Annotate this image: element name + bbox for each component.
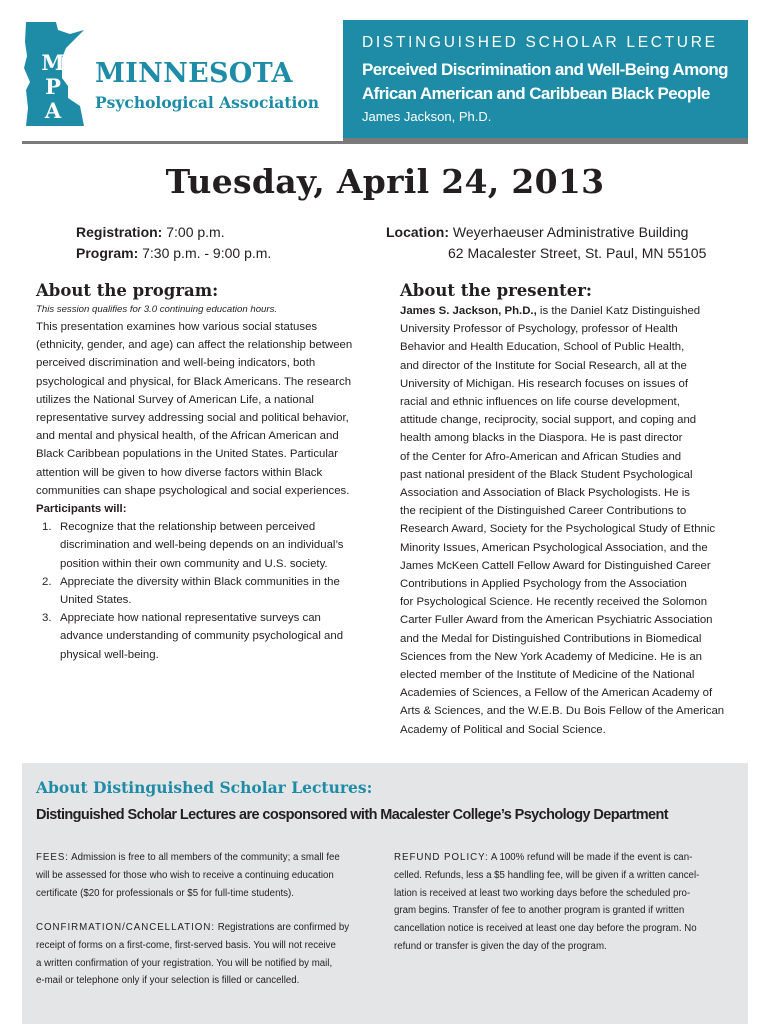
fees-policy [36,849,396,902]
presenter-first-line [400,302,748,320]
presenter-text-line: the recipient of the Distinguished Career Contributions to [400,505,687,518]
banner-kicker: DISTINGUISHED SCHOLAR LECTURE [362,34,718,51]
fees-text-line: will be assessed for those who wish to receive a continuing education [36,869,334,881]
program-time: 7:30 p.m. - 9:00 p.m. [142,245,272,261]
presenter-text-line: Academy of Political and Social Science. [400,723,606,736]
refund-policy [394,849,746,956]
presenter-text-line: University of Michigan. His research focuses on issues of [400,377,689,390]
logo-letter-m: M [41,50,65,75]
objective-text-line: position within their own community and U.S. society. [60,557,328,570]
location [386,222,706,264]
presenter-text-line: University Professor of Psychology, professor of Health [400,323,678,336]
program-section [36,302,381,664]
presenter-text-line: Arts & Sciences, and the W.E.B. Du Bois Fellow of the American [400,705,725,718]
objective-item [36,609,381,664]
registration-label: Registration: [76,224,163,240]
presenter-text-line: for Psychological Science. He recently received the Solomon [400,596,708,609]
program-text-line: representative survey addressing social and political behavior, [36,412,349,425]
objective-text-line: United States. [60,594,132,607]
presenter-text-line: racial and ethnic influences on life course development, [400,396,680,409]
fees-text-line: certificate ($20 for professionals or $5 for full-time students). [36,887,294,899]
lecture-title-line: African American and Caribbean Black People [362,84,710,103]
presenter-text-line: Contributions in Applied Psychology from the Association [400,578,687,591]
lecture-title-line: Perceived Discrimination and Well-Being Among [362,60,728,79]
organization-subtitle: Psychological Association [95,93,319,112]
registration-time: 7:00 p.m. [166,224,225,240]
objective-text-line: discrimination and well-being depends on an individual’s [60,539,344,552]
objective-text-line: Appreciate the diversity within Black communities in the [60,575,340,588]
mpa-logo [22,20,342,130]
participants-label: Participants will: [36,503,127,516]
location-label: Location: [386,224,449,240]
organization-name: MINNESOTA [95,58,293,89]
confirmation-policy [36,919,396,990]
schedule [76,222,271,264]
presenter-name: James S. Jackson, Ph.D., [400,305,537,317]
program-text-line: perceived discrimination and well-being indicators, both [36,357,316,370]
presenter-text-line: attitude change, reciprocity, social support, and coping and [400,414,697,427]
objective-item [36,573,381,609]
lectures-info-panel [22,763,748,1024]
fees-text [36,852,396,902]
location-address: 62 Macalester Street, St. Paul, MN 55105 [448,245,707,261]
refund-text-line: gram begins. Transfer of fee to another program is granted if written [394,905,685,917]
refund-text-line: A 100% refund will be made if the event is can- [488,852,693,863]
program-text-line: utilizes the National Survey of American Life, a national [36,393,314,406]
presenter-text-line: Academies of Sciences, a Fellow of the American Academy of [400,687,713,700]
header-rule [22,141,343,144]
presenter-text-line: elected member of the Institute of Medicine of the National [400,669,695,682]
refund-label: REFUND POLICY: [394,852,489,863]
refund-text-line: lation is received at least two working days before the scheduled pro- [394,887,691,899]
refund-text-line: celled. Refunds, less a $5 handling fee, will be given if a written cancel- [394,869,700,881]
presenter-text-line: and director of the Institute for Social Research, all at the [400,359,687,372]
presenter-text-line: Research Award, Society for the Psychological Study of Ethnic [400,523,716,536]
lectures-subheading: Distinguished Scholar Lectures are cosponsored with Macalester College’s Psychology Department [36,807,669,823]
presenter-text-line: Behavior and Health Education, School of Public Health, [400,341,685,354]
presenter-text-line: past national president of the Black Student Psychological [400,468,693,481]
confirmation-text-line: Registrations are confirmed by [215,922,350,933]
presenter-text-line: James McKeen Cattell Fellow Award for Distinguished Career [400,559,711,572]
objective-number: 3. [42,612,52,625]
program-text-line: and mental and physical health, of the African American and [36,430,339,443]
lectures-heading: About Distinguished Scholar Lectures: [36,778,373,797]
presenter-text-line: Carter Fuller Award from the American Psychiatric Association [400,614,713,627]
program-text-line: This presentation examines how various social statuses [36,321,318,333]
logo-letter-p: P [45,74,61,99]
ce-hours-note: This session qualifies for 3.0 continuing education hours. [36,304,278,315]
event-date: Tuesday, April 24, 2013 [165,162,605,201]
presenter-bio [400,320,748,739]
objective-text-line: advance understanding of community psychological and [60,630,344,643]
location-building: Weyerhaeuser Administrative Building [452,224,689,240]
program-text-line: attention will be given to how diverse factors within Black [36,466,323,479]
confirmation-text-line: e-mail or telephone only if your selection is filled or cancelled. [36,975,300,987]
banner-shadow [343,138,748,144]
presenter-text-line: of the Center for Afro-American and African Studies and [400,450,682,463]
program-text-line: Black Caribbean populations in the United States. Particular [36,448,339,461]
program-heading: About the program: [36,281,219,300]
presenter-heading: About the presenter: [400,281,592,300]
presenter-text-line: and the Medal for Distinguished Contributions in Biomedical [400,632,702,645]
objective-number: 1. [42,521,52,534]
lecture-banner [343,20,748,138]
presenter-text-line: Association and Association of Black Psychologists. He is [400,487,690,500]
refund-text-line: cancellation notice is received at least one day before the program. No [394,923,697,935]
objective-text-line: Recognize that the relationship between perceived [60,521,316,534]
fees-text-line: Admission is free to all members of the community; a small fee [69,852,340,863]
refund-text [394,852,746,956]
fees-label: FEES: [36,852,69,863]
program-text-line: psychological and physical, for Black Americans. The research [36,375,352,388]
logo-letter-a: A [44,98,62,123]
lecture-title [362,58,747,106]
objective-text-line: Appreciate how national representative surveys can [60,612,321,625]
program-label: Program: [76,245,139,261]
confirmation-text-line: receipt of forms on a first-come, first-served basis. You will not receive [36,939,336,951]
objective-text-line: physical well-being. [60,648,159,661]
presenter-first-line-rest: is the Daniel Katz Distinguished [536,305,701,317]
confirmation-text-line: a written confirmation of your registration. You will be notified by mail, [36,957,333,969]
banner-speaker: James Jackson, Ph.D. [362,109,492,124]
program-description [36,318,381,500]
objective-number: 2. [42,575,52,588]
program-text-line: communities can shape psychological and social experiences. [36,484,350,497]
presenter-text-line: Minority Issues, American Psychological Association, and the [400,541,708,554]
refund-text-line: refund or transfer is given the day of the program. [394,940,607,952]
program-text-line: (ethnicity, gender, and age) can affect the relationship between [36,339,353,352]
presenter-text-line: Sciences from the New York Academy of Medicine. He is an [400,650,702,663]
objective-item [36,518,381,573]
presenter-text-line: health among blacks in the Diaspora. He is past director [400,432,683,445]
confirmation-label: CONFIRMATION/CANCELLATION: [36,922,216,933]
presenter-section [400,302,748,739]
objectives-list [36,518,381,664]
